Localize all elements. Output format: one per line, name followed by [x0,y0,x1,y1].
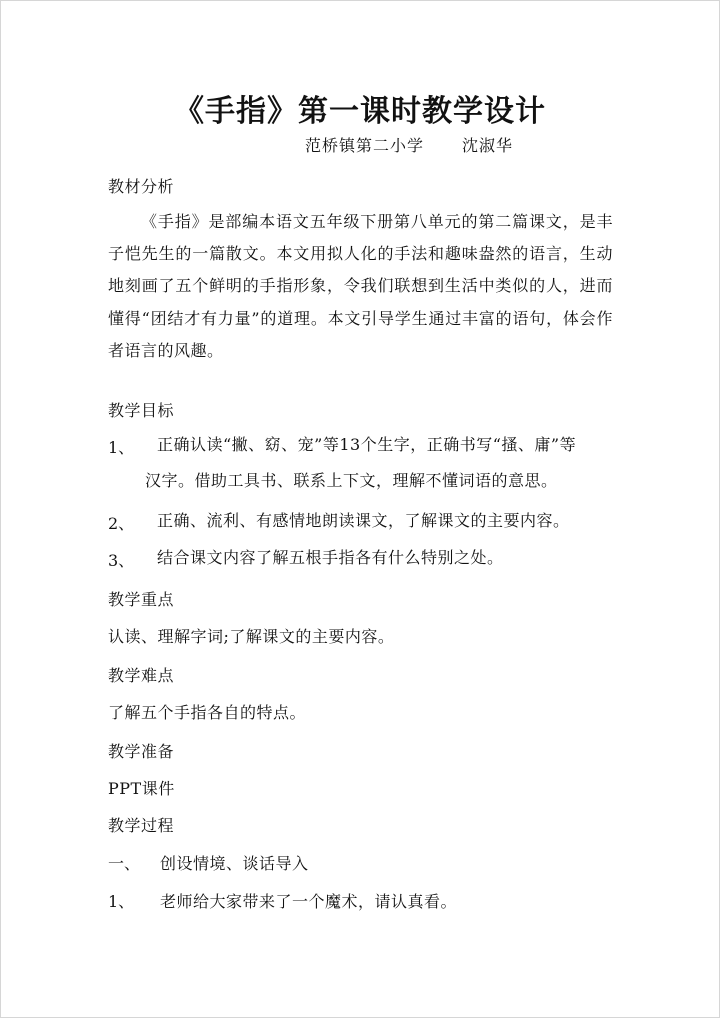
goal-2-text: 正确、流利、有感情地朗读课文，了解课文的主要内容。 [157,511,570,530]
process-item-number: 1、 [108,892,135,911]
difficulty-text: 了解五个手指各自的特点。 [108,703,307,722]
goals-heading: 教学目标 [108,401,175,420]
goal-1-line-1: 正确认读“撇、窈、宠”等13个生字，正确书写“搔、庸”等 [157,435,577,454]
process-step-number: 一、 [108,854,141,873]
analysis-paragraph: 《手指》是部编本语文五年级下册第八单元的第二篇课文，是丰子恺先生的一篇散文。本文用拟人化的手法和趣味盎然的语言，生动地刻画了五个鲜明的手指形象，令我们联想到生活中类似的人，进而懂得“团结才有力量”的道理。本文引导学生通过丰富的语句，体会作者语言的风趣。 [108,212,613,360]
goal-1-line-2: 汉字。借助工具书、联系上下文，理解不懂词语的意思。 [145,471,558,490]
document-title: 《手指》第一课时教学设计 [174,94,546,129]
school-name: 范桥镇第二小学 [305,136,425,155]
process-item-text: 老师给大家带来了一个魔术，请认真看。 [160,892,458,911]
process-step-text: 创设情境、谈话导入 [160,854,309,873]
prep-heading: 教学准备 [108,742,175,761]
analysis-heading: 教材分析 [108,177,175,196]
goal-2-number: 2、 [108,514,135,533]
author-line [305,133,513,156]
goal-3-number: 3、 [108,551,135,570]
goal-1-number: 1、 [108,438,135,457]
author-name: 沈淑华 [462,136,514,155]
key-text: 认读、理解字词;了解课文的主要内容。 [108,627,395,646]
difficulty-heading: 教学难点 [108,666,175,685]
key-heading: 教学重点 [108,590,175,609]
process-heading: 教学过程 [108,816,175,835]
goal-3-text: 结合课文内容了解五根手指各有什么特别之处。 [157,548,504,567]
goal-1-text [145,427,613,499]
prep-text: PPT课件 [108,779,175,798]
